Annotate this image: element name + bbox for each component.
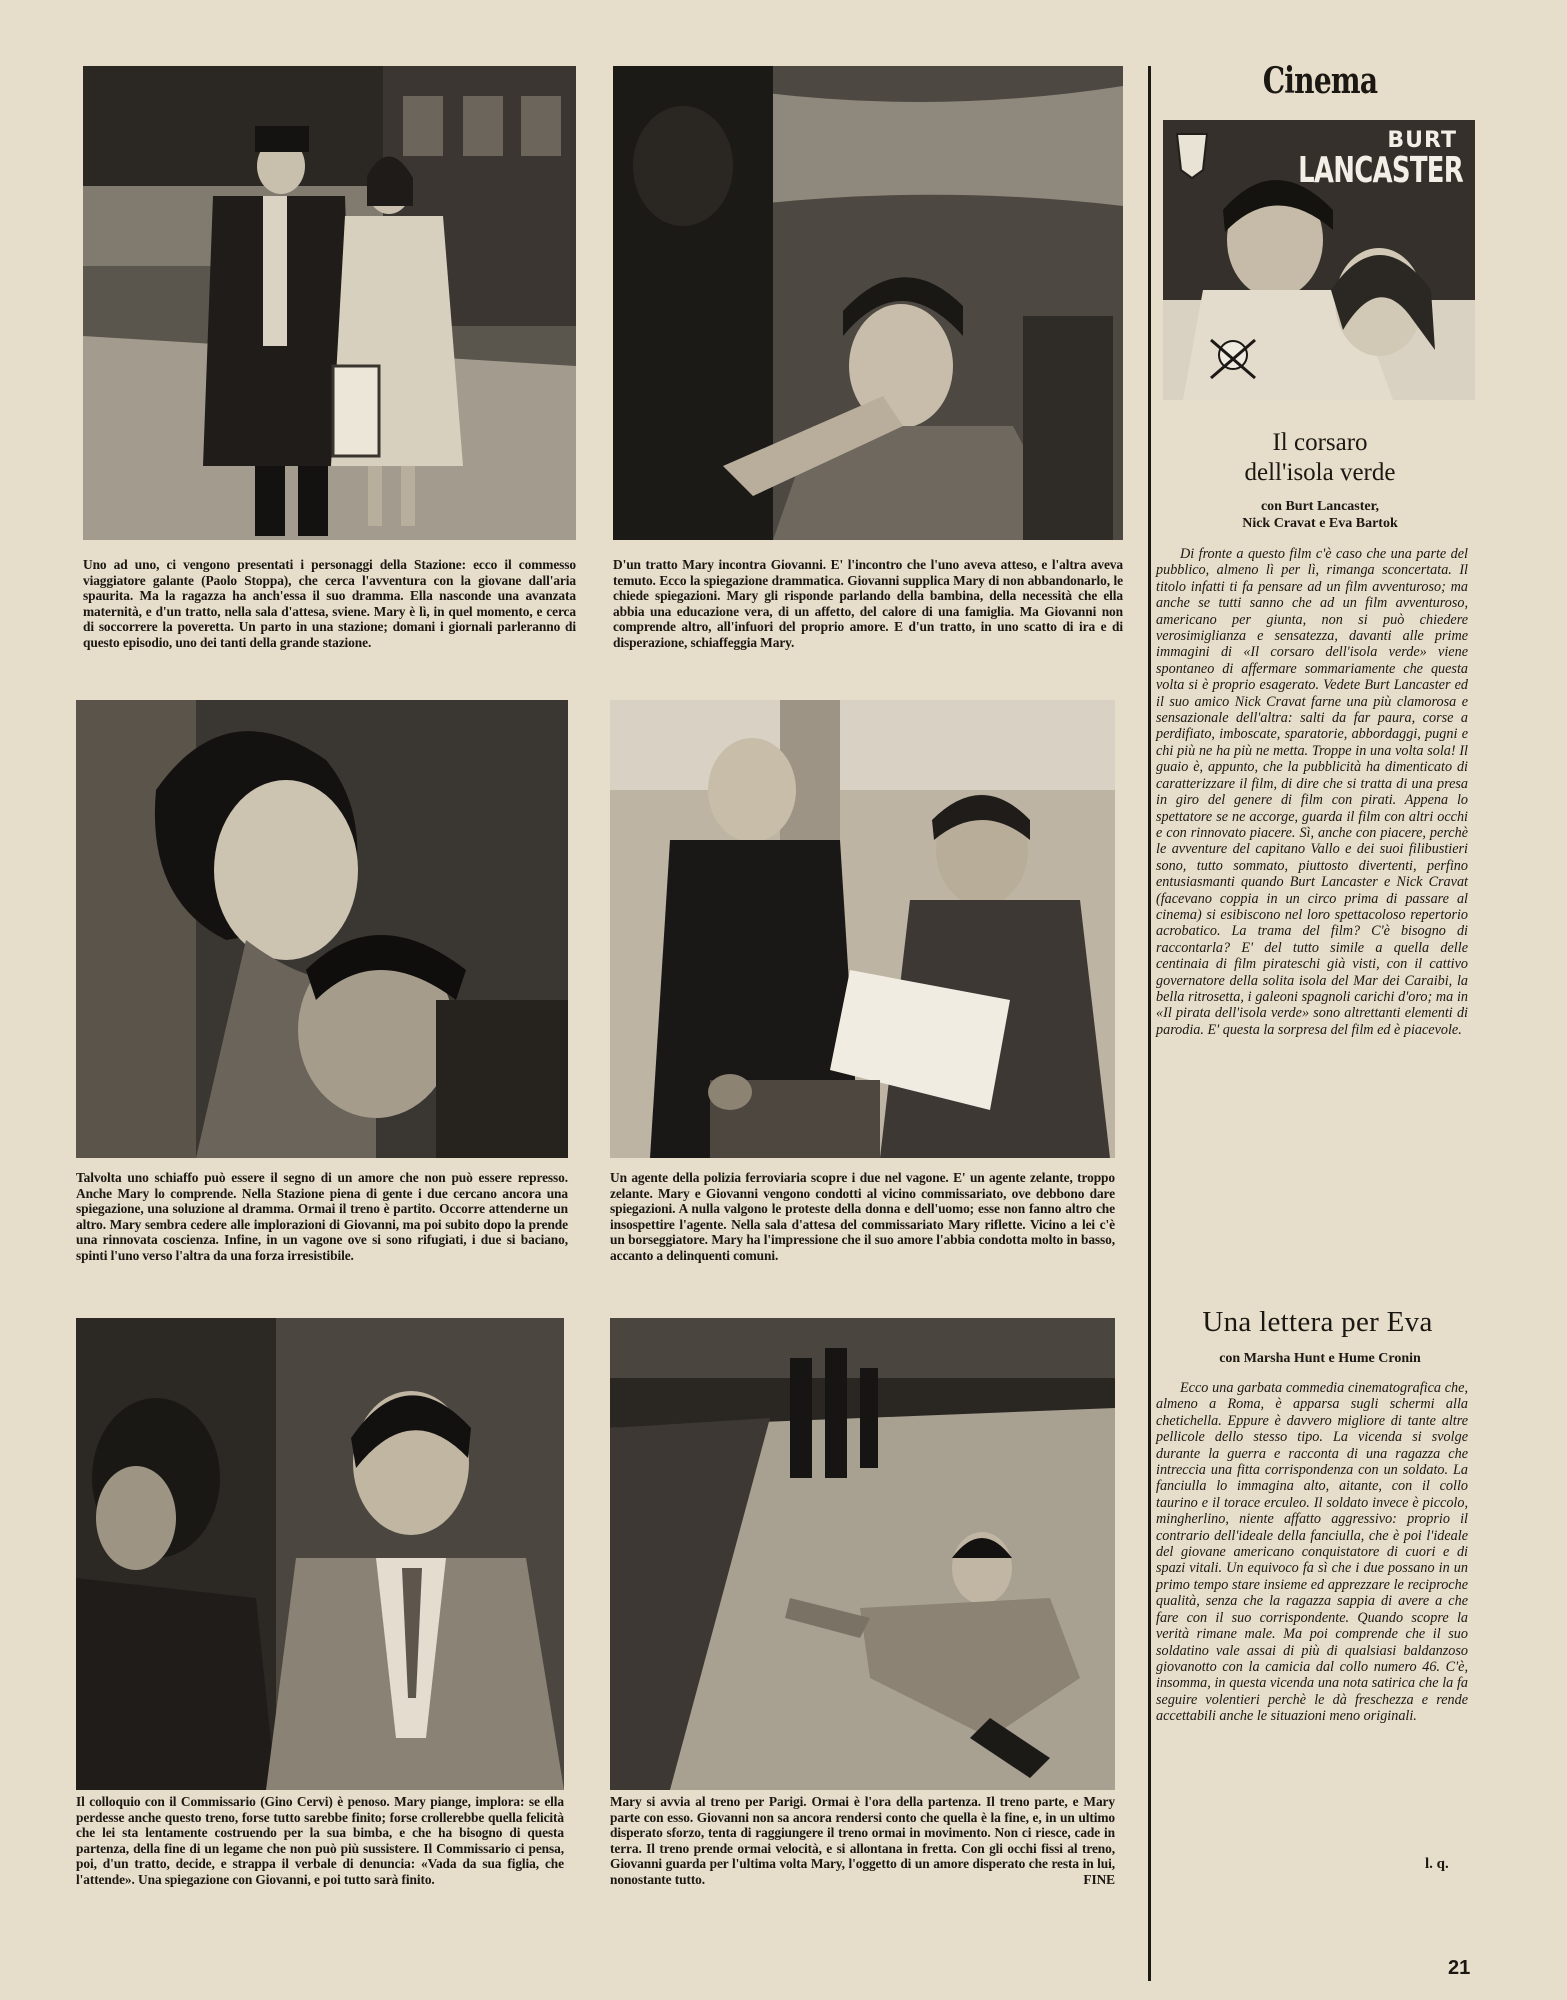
- photo-man-in-coat: [76, 1318, 564, 1790]
- review-2-credits: con Marsha Hunt e Hume Cronin: [1219, 1351, 1421, 1366]
- poster-text-lancaster: LANCASTER: [1298, 150, 1463, 191]
- review-2-body: Ecco una garbata commedia cinematografica che, almeno a Roma, è apparsa sugli schermi alla chetichella. Eppure è davvero migliore di tante altre pellicole dello stesso tipo. La vicenda si svolge durante la guerra e racconta di una ragazza che intreccia una fitta corrispondenza con un soldato. La fanciulla lo immagina alto, aitante, con il collo taurino e il torace erculeo. Il soldato invece è piccolo, mingherlino, niente affatto aggressivo: proprio il contrario dell'ideale della fanciulla, che è poi l'ideale del giovane americano conquistatore di cuori e di spazi vitali. Un equivoco fa sì che i due possano in un primo tempo stare insieme ed apprezzare le reciproche qualità, senza che la ragazza sappia di avere a che fare con il suo corrispondente. Quando scopre la verità rimane male. Ma poi comprende che il suo soldatino vale assai di più di qualsiasi baldanzoso giovanotto con la camicia dal collo numero 46. C'è, insomma, in questa vicenda una nota satirica che la fa seguire volentieri perchè le dà freschezza e rende accettabili anche le situazioni meno originali.: [1156, 1380, 1468, 1725]
- caption-6: [610, 1794, 1115, 1888]
- caption-1: Uno ad uno, ci vengono presentati i personaggi della Stazione: ecco il commesso viaggiatore galante (Paolo Stoppa), che cerca l'avventura con la giovane dall'aria spaurita. Ma la ragazza ha anch'essa il suo dramma. Ella nasconde una avanzata maternità, e d'un tratto, nella sala d'attesa, sviene. Mary è lì, in quel momento, e cerca di soccorrere la poveretta. Un parto in una stazione; domani i giornali parleranno di questo episodio, uno dei tanti della grande stazione.: [83, 557, 576, 650]
- photo-police-office: [610, 700, 1115, 1158]
- caption-6-text: Mary si avvia al treno per Parigi. Ormai è l'ora della partenza. Il treno parte, e Mary parte con esso. Giovanni non sa ancora rendersi conto che quella è la fine, e, in un ultimo disperato sforzo, tenta di raggiungere il treno ormai in movimento. Non ci riesce, cade in terra. Il treno prende ormai velocità, e si allontana in fretta. Con gli occhi fissi al treno, Giovanni guarda per l'ultima volta Mary, l'oggetto di un amore disperato che resta in lui, nonostante tutto.: [610, 1794, 1115, 1887]
- column-rule: [1148, 66, 1151, 1981]
- review-2-signature: l. q.: [1425, 1856, 1449, 1872]
- caption-5: Il colloquio con il Commissario (Gino Cervi) è penoso. Mary piange, implora: se ella perdesse anche questo treno, forse tutto sarebbe finito; forse crollerebbe quella felicità che lei sta lentamente costruendo per la sua bimba, e che ha bisogno di questa partenza, della fine di un legame che non può più sussistere. Il Commissario ci pensa, poi, d'un tratto, decide, e strappa il verbale di denuncia: «Vada da sua figlia, che l'attende». Una spiegazione con Giovanni, e poi tutto sarà finito.: [76, 1794, 564, 1887]
- fine-label: FINE: [1083, 1871, 1115, 1887]
- review-1-body: Di fronte a questo film c'è caso che una parte del pubblico, almeno lì per lì, rimanga sconcertata. Il titolo infatti ti fa pensare ad un film avventuroso; ma anche se tutti sanno che ad un film avventuroso, americano per giunta, non si può chiedere verosimiglianza e sensatezza, davanti alle prime immagini di «Il corsaro dell'isola verde» viene spontaneo di affermare sommariamente che questa volta si è proprio esagerato. Vedete Burt Lancaster ed il suo amico Nick Cravat farne una più clamorosa e sensazionale dell'altra: salti da far paura, corse a perdifiato, imboscate, sparatorie, abbordaggi, pugni e chi più ne ha più ne metta. Troppe in una volta sola! Il guaio è, appunto, che la pubblicità ha dimenticato di caratterizzare il film, di dire che si tratta di una presa in giro del genere di film con pirati. Appena lo spettatore se ne accorge, guarda il film con altri occhi e con rinnovato piacere. Sì, anche con piacere, perchè le avventure del capitano Vallo e dei suoi filibustieri sono, tutto sommato, piuttosto divertenti, perfino entusiasmanti quando Burt Lancaster e Nick Cravat (facevano coppia in un circo prima di passare al cinema) si esibiscono nel loro spettacoloso repertorio acrobatico. La trama del film? C'è bisogno di raccontarla? E' del tutto simile a quella delle centinaia di film pirateschi già visti, con il cattivo governatore della solita isola del Mar dei Caraibi, la bella ritrosetta, i galeoni spagnoli carichi d'oro; ma in «Il pirata dell'isola verde» sono altrettanti elementi di parodia. E' questa la sorpresa del film ed è piacevole.: [1156, 546, 1468, 1038]
- review-1-title-line2: dell'isola verde: [1244, 459, 1396, 486]
- caption-4: Un agente della polizia ferroviaria scopre i due nel vagone. E' un agente zelante, troppo zelante. Mary e Giovanni vengono condotti al vicino commissariato, ove debbono dare spiegazioni. A nulla valgono le proteste della donna e dell'uomo; esse non fanno altro che insospettire l'agente. Nella sala d'attesa del commissariato Mary riflette. Vicino a lei c'è un borseggiatore. Mary ha l'impressione che il suo amore l'abbia condotta molto in basso, accanto a delinquenti comuni.: [610, 1170, 1115, 1263]
- photo-station-platform: [83, 66, 576, 540]
- page-number: 21: [1448, 1957, 1471, 1979]
- photo-fallen-platform: [610, 1318, 1115, 1790]
- section-title: Cinema: [1262, 60, 1378, 102]
- photo-slap-scene: [613, 66, 1123, 540]
- caption-3: Talvolta uno schiaffo può essere il segno di un amore che non può essere represso. Anche Mary lo comprende. Nella Stazione piena di gente i due cercano ancora una spiegazione, una soluzione al dramma. Ormai il treno è partito. Occorre attenderne un altro. Mary sembra cedere alle implorazioni di Giovanni, ma poi subito dopo la prende una rinnovata coscienza. Infine, in un vagone ove si sono rifugiati, i due si baciano, spinti l'uno verso l'altra da una forza irresistibile.: [76, 1170, 568, 1263]
- poster-text-burt: BURT: [1387, 128, 1457, 153]
- review-1-title-line1: Il corsaro: [1272, 429, 1368, 456]
- review-1-credits-line2: Nick Cravat e Eva Bartok: [1242, 516, 1398, 531]
- review-1-credits-line1: con Burt Lancaster,: [1260, 499, 1380, 514]
- section-heading: [1160, 60, 1480, 110]
- caption-2: D'un tratto Mary incontra Giovanni. E' l'incontro che l'uno aveva atteso, e l'altra aveva temuto. Ecco la spiegazione drammatica. Giovanni supplica Mary di non abbandonarlo, le chiede spiegazioni. Mary gli risponde parlando della bambina, della necessità che ella abbia una educazione vera, di un affetto, del calore di una famiglia. Ma Giovanni non comprende altro, all'infuori del proprio amore. E d'un tratto, in uno scatto di ira e di disperazione, schiaffeggia Mary.: [613, 557, 1123, 650]
- photo-embrace: [76, 700, 568, 1158]
- review-1-heading: [1160, 428, 1480, 532]
- review-2-title: Una lettera per Eva: [1202, 1306, 1433, 1338]
- poster-burt-lancaster: [1163, 120, 1475, 400]
